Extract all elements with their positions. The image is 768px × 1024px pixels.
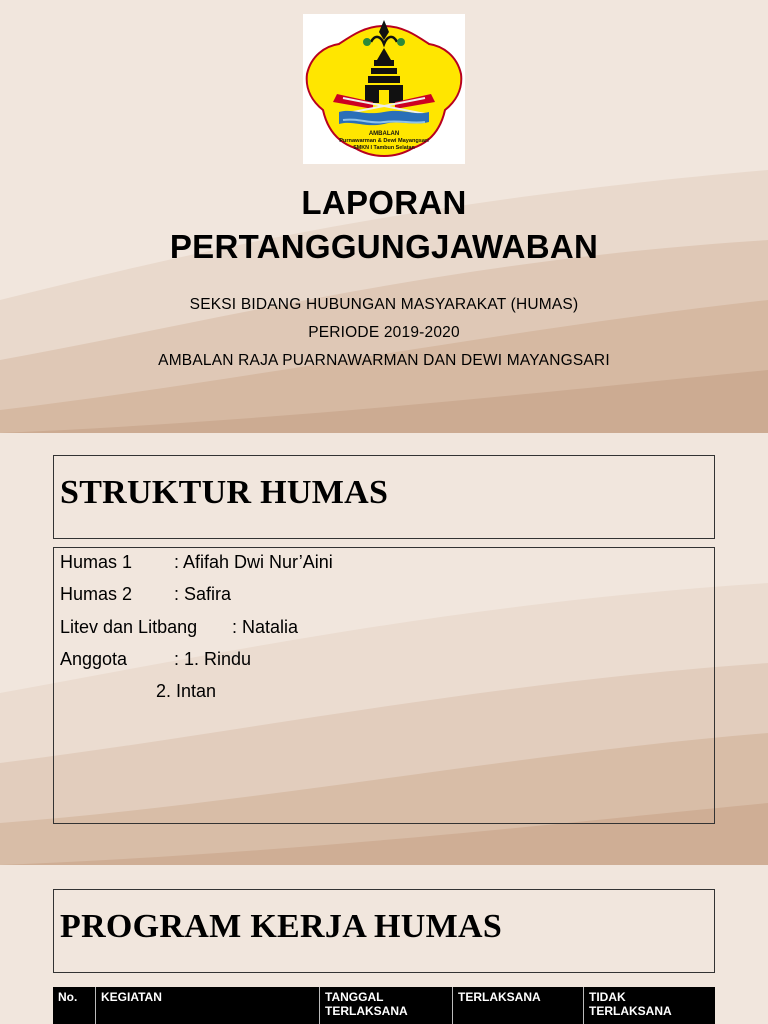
program-title: PROGRAM KERJA HUMAS bbox=[60, 908, 503, 945]
slide-struktur bbox=[0, 433, 768, 865]
table-header-tidak-terlaksana: TIDAK TERLAKSANA bbox=[583, 987, 715, 1024]
member-name: 2. Intan bbox=[156, 681, 217, 701]
table-header-tanggal: TANGGAL TERLAKSANA bbox=[319, 987, 452, 1024]
struktur-content-box bbox=[53, 547, 715, 824]
role-label: Litev dan Litbang bbox=[60, 617, 198, 637]
logo-text-ambalan: AMBALAN bbox=[368, 131, 400, 137]
report-title-line2: PERTANGGUNGJAWABAN bbox=[169, 228, 599, 265]
slide-cover bbox=[0, 0, 768, 433]
subtitle-ambalan: AMBALAN RAJA PUARNAWARMAN DAN DEWI MAYANGSARI bbox=[158, 352, 610, 369]
role-label: Humas 1 bbox=[60, 552, 133, 572]
member-name: : 1. Rindu bbox=[174, 649, 252, 669]
report-title-line1: LAPORAN bbox=[301, 184, 467, 221]
ambalan-emblem-icon bbox=[303, 14, 465, 164]
member-name: : Safira bbox=[174, 584, 232, 604]
table-header-kegiatan: KEGIATAN bbox=[95, 987, 319, 1024]
subtitle-period: PERIODE 2019-2020 bbox=[308, 324, 460, 341]
struktur-title: STRUKTUR HUMAS bbox=[60, 474, 389, 511]
member-name: : Natalia bbox=[232, 617, 299, 637]
table-header-no: No. bbox=[58, 990, 78, 1004]
struktur-title-box bbox=[53, 455, 715, 539]
member-name: : Afifah Dwi Nur’Aini bbox=[174, 552, 333, 572]
ambalan-logo bbox=[303, 14, 465, 164]
subtitle-section: SEKSI BIDANG HUBUNGAN MASYARAKAT (HUMAS) bbox=[189, 296, 579, 313]
logo-text-names: Purnawarman & Dewi Mayangsari bbox=[339, 138, 429, 144]
slide-program-kerja bbox=[0, 865, 768, 1024]
logo-text-school: SMKN I Tambun Selatan bbox=[353, 145, 415, 151]
role-label: Humas 2 bbox=[60, 584, 133, 604]
program-title-box bbox=[53, 889, 715, 973]
table-header-terlaksana: TERLAKSANA bbox=[452, 987, 583, 1024]
role-label: Anggota bbox=[60, 649, 128, 669]
program-table bbox=[53, 987, 715, 1024]
